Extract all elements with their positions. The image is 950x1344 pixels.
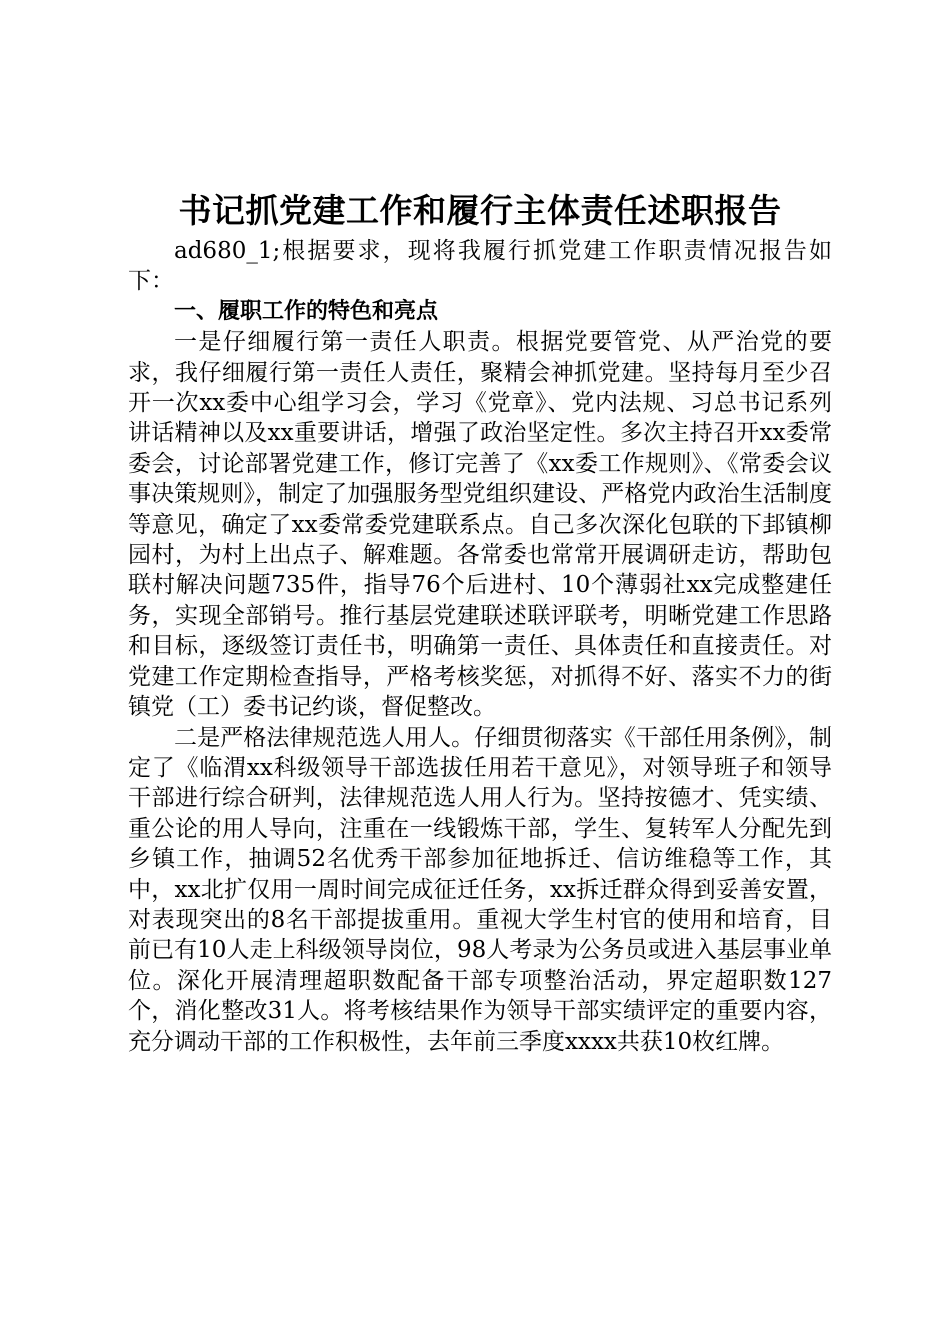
intro-paragraph: ad680_1;根据要求，现将我履行抓党建工作职责情况报告如下：	[128, 238, 832, 295]
body-paragraph-1: 一是仔细履行第一责任人职责。根据党要管党、从严治党的要求，我仔细履行第一责任人责任，聚精会神抓党建。坚持每月至少召开一次xx委中心组学习会，学习《党章》、党内法规、习总书记系列讲话精神以及xx重要讲话，增强了政治坚定性。多次主持召开xx委常委会，讨论部署党建工作，修订完善了《xx委工作规则》、《常委会议事决策规则》，制定了加强服务型党组织建设、严格党内政治生活制度等意见，确定了xx委常委党建联系点。自己多次深化包联的下邽镇柳园村，为村上出点子、解难题。各常委也常常开展调研走访，帮助包联村解决问题735件，指导76个后进村、10个薄弱社xx完成整建任务，实现全部销号。推行基层党建联述联评联考，明晰党建工作思路和目标，逐级签订责任书，明确第一责任、具体责任和直接责任。对党建工作定期检查指导，严格考核奖惩，对抓得不好、落实不力的街镇党（工）委书记约谈，督促整改。	[128, 329, 832, 721]
document-body	[128, 186, 832, 1057]
body-paragraph-2: 二是严格法律规范选人用人。仔细贯彻落实《干部任用条例》，制定了《临渭xx科级领导干部选拔任用若干意见》，对领导班子和领导干部进行综合研判，法律规范选人用人行为。坚持按德才、凭实绩、重公论的用人导向，注重在一线锻炼干部，学生、复转军人分配先到乡镇工作，抽调52名优秀干部参加征地拆迁、信访维稳等工作，其中，xx北扩仅用一周时间完成征迁任务，xx拆迁群众得到妥善安置，对表现突出的8名干部提拔重用。重视大学生村官的使用和培育，目前已有10人走上科级领导岗位，98人考录为公务员或进入基层事业单位。深化开展清理超职数配备干部专项整治活动，界定超职数127个，消化整改31人。将考核结果作为领导干部实绩评定的重要内容，充分调动干部的工作积极性，去年前三季度xxxx共获10枚红牌。	[128, 724, 832, 1055]
section-heading: 一、履职工作的特色和亮点	[174, 298, 439, 324]
document-title: 书记抓党建工作和履行主体责任述职报告	[178, 191, 782, 230]
